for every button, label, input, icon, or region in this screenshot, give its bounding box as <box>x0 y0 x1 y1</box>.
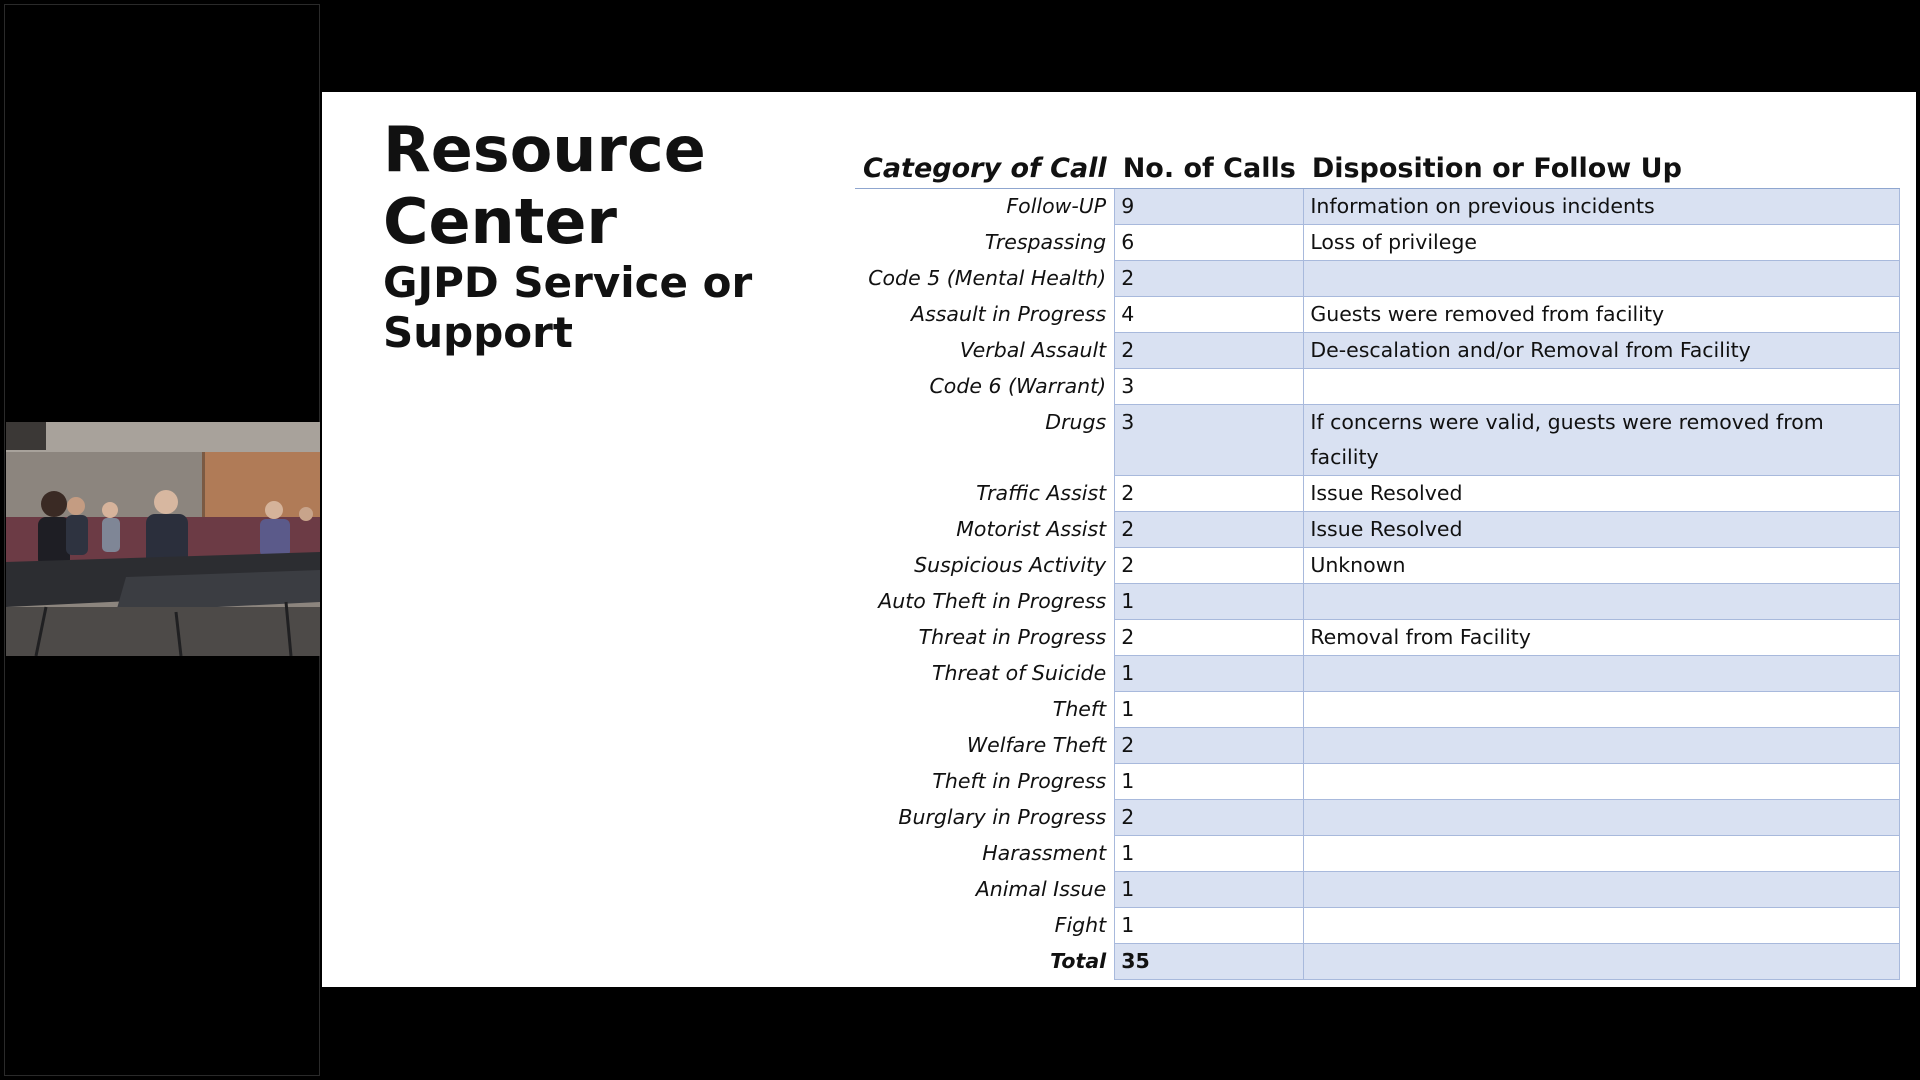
cell-category: Auto Theft in Progress <box>878 588 1107 613</box>
cell-count: 1 <box>1115 836 1304 872</box>
cell-category: Theft <box>1052 696 1107 721</box>
cell-disposition: Issue Resolved <box>1304 476 1900 512</box>
header-category: Category of Call <box>855 134 1115 189</box>
table-row <box>855 261 1900 297</box>
cell-count: 6 <box>1115 225 1304 261</box>
cell-count: 2 <box>1115 333 1304 369</box>
table-row <box>855 584 1900 620</box>
cell-category: Drugs <box>1045 409 1107 434</box>
table-row <box>855 872 1900 908</box>
video-feed-icon <box>6 422 320 656</box>
cell-category: Burglary in Progress <box>898 804 1107 829</box>
cell-disposition <box>1304 872 1900 908</box>
calls-table <box>855 134 1900 980</box>
cell-count: 3 <box>1115 405 1304 476</box>
cell-disposition <box>1304 800 1900 836</box>
table-row <box>855 620 1900 656</box>
cell-count: 1 <box>1115 656 1304 692</box>
cell-count: 2 <box>1115 261 1304 297</box>
cell-category: Code 5 (Mental Health) <box>868 265 1107 290</box>
cell-count: 2 <box>1115 512 1304 548</box>
cell-disposition <box>1304 369 1900 405</box>
cell-disposition: Information on previous incidents <box>1304 189 1900 225</box>
cell-count: 2 <box>1115 620 1304 656</box>
cell-category: Theft in Progress <box>932 768 1107 793</box>
cell-category: Harassment <box>982 840 1107 865</box>
cell-category: Verbal Assault <box>959 337 1107 362</box>
table-header-row <box>855 134 1900 189</box>
table-row <box>855 548 1900 584</box>
cell-count: 2 <box>1115 548 1304 584</box>
slide-subtitle: GJPD Service or Support <box>383 258 753 357</box>
cell-count: 1 <box>1115 872 1304 908</box>
cell-disposition <box>1304 692 1900 728</box>
cell-category: Assault in Progress <box>911 301 1107 326</box>
cell-category: Motorist Assist <box>956 516 1107 541</box>
cell-disposition: Issue Resolved <box>1304 512 1900 548</box>
cell-category: Code 6 (Warrant) <box>929 373 1107 398</box>
cell-disposition: Loss of privilege <box>1304 225 1900 261</box>
cell-category: Traffic Assist <box>976 480 1107 505</box>
table-row <box>855 476 1900 512</box>
cell-disposition: Removal from Facility <box>1304 620 1900 656</box>
table-row <box>855 512 1900 548</box>
cell-disposition <box>1304 836 1900 872</box>
cell-category: Trespassing <box>984 229 1107 254</box>
table-row <box>855 728 1900 764</box>
slide-title: Resource Center <box>383 113 706 258</box>
cell-category: Threat of Suicide <box>931 660 1107 685</box>
cell-count: 4 <box>1115 297 1304 333</box>
cell-count: 1 <box>1115 584 1304 620</box>
table-row <box>855 908 1900 944</box>
cell-count: 35 <box>1115 944 1304 980</box>
cell-disposition <box>1304 944 1900 980</box>
cell-disposition <box>1304 656 1900 692</box>
cell-disposition: Guests were removed from facility <box>1304 297 1900 333</box>
table-row <box>855 764 1900 800</box>
cell-count: 1 <box>1115 908 1304 944</box>
table-body <box>855 189 1900 980</box>
table-row <box>855 800 1900 836</box>
cell-disposition: Unknown <box>1304 548 1900 584</box>
presentation-slide <box>322 92 1916 987</box>
table-row <box>855 656 1900 692</box>
header-disposition: Disposition or Follow Up <box>1304 134 1900 189</box>
table-row <box>855 692 1900 728</box>
table-row <box>855 369 1900 405</box>
cell-category: Total <box>1050 948 1107 973</box>
cell-category: Fight <box>1054 912 1107 937</box>
cell-disposition <box>1304 908 1900 944</box>
cell-disposition: De-escalation and/or Removal from Facility <box>1304 333 1900 369</box>
cell-disposition: If concerns were valid, guests were removed from facility <box>1304 405 1900 476</box>
cell-count: 2 <box>1115 476 1304 512</box>
cell-count: 9 <box>1115 189 1304 225</box>
cell-count: 2 <box>1115 728 1304 764</box>
table-row <box>855 333 1900 369</box>
cell-count: 3 <box>1115 369 1304 405</box>
cell-count: 1 <box>1115 692 1304 728</box>
table-total-row <box>855 944 1900 980</box>
cell-category: Welfare Theft <box>966 732 1107 757</box>
cell-count: 2 <box>1115 800 1304 836</box>
cell-category: Suspicious Activity <box>914 552 1107 577</box>
cell-disposition <box>1304 261 1900 297</box>
table-row <box>855 189 1900 225</box>
table-row <box>855 297 1900 333</box>
header-count: No. of Calls <box>1115 134 1304 189</box>
cell-disposition <box>1304 764 1900 800</box>
cell-category: Threat in Progress <box>918 624 1107 649</box>
cell-category: Follow-UP <box>1006 194 1107 218</box>
table-row <box>855 405 1900 476</box>
table-row <box>855 836 1900 872</box>
participant-video-feed[interactable] <box>6 422 320 656</box>
cell-category: Animal Issue <box>975 876 1107 901</box>
table-row <box>855 225 1900 261</box>
cell-disposition <box>1304 728 1900 764</box>
cell-disposition <box>1304 584 1900 620</box>
cell-count: 1 <box>1115 764 1304 800</box>
